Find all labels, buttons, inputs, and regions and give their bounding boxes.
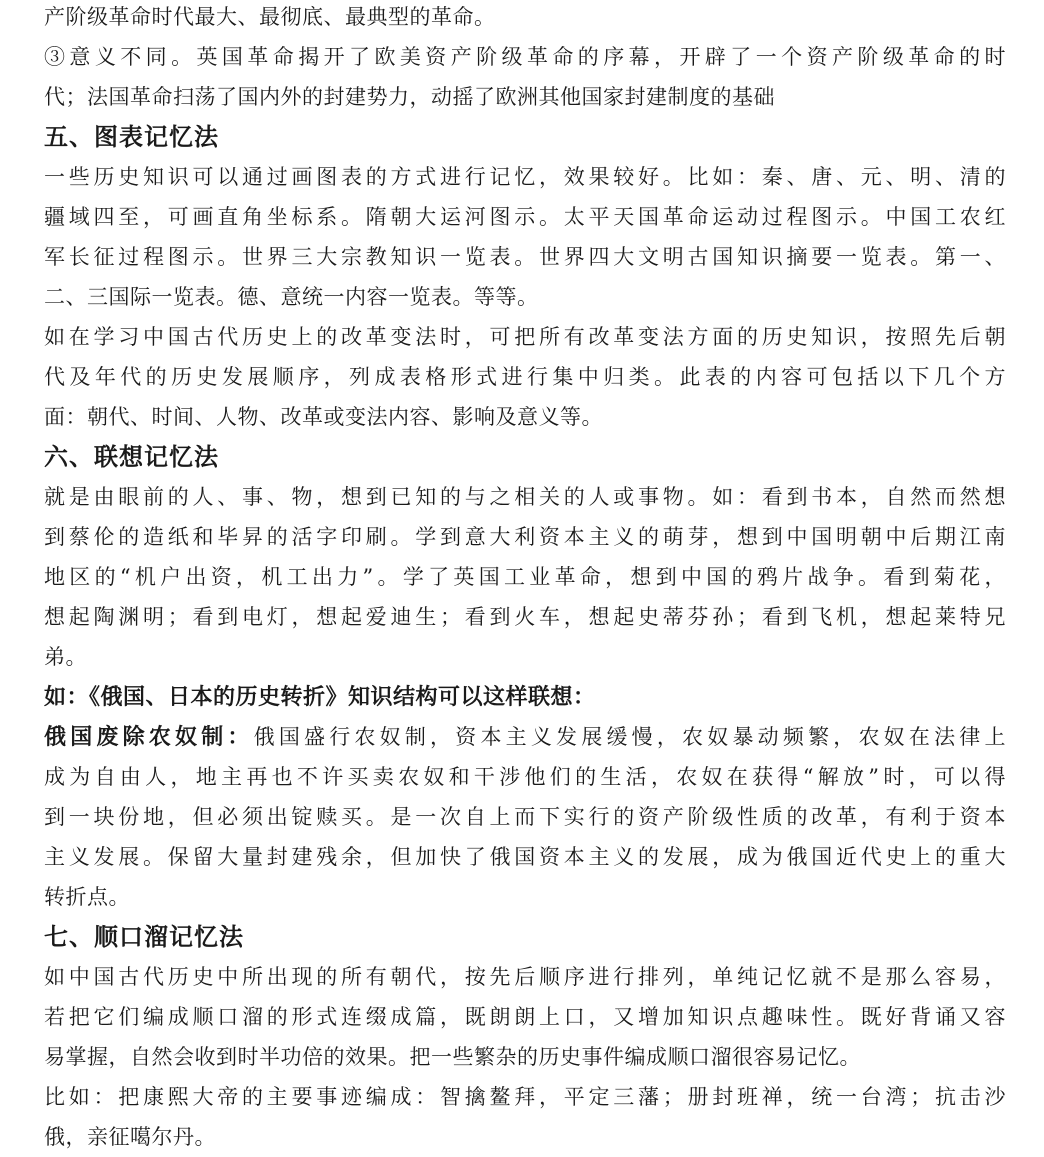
text-line: 疆域四至，可画直角坐标系。隋朝大运河图示。太平天国革命运动过程图示。中国工农红	[44, 205, 1006, 229]
text-line: 代；法国革命扫荡了国内外的封建势力，动摇了欧洲其他国家封建制度的基础	[44, 85, 775, 109]
bold-subheading: 如：《俄国、日本的历史转折》知识结构可以这样联想：	[44, 684, 596, 710]
text-line: 就是由眼前的人、事、物，想到已知的与之相关的人或事物。如：看到书本，自然而然想	[44, 485, 1006, 509]
text-line: 主义发展。保留大量封建残余，但加快了俄国资本主义的发展，成为俄国近代史上的重大	[44, 845, 1006, 869]
text-line: 若把它们编成顺口溜的形式连缀成篇，既朗朗上口，又增加知识点趣味性。既好背诵又容	[44, 1005, 1006, 1029]
text-line: 成为自由人，地主再也不许买卖农奴和干涉他们的生活，农奴在获得“解放”时，可以得	[44, 765, 1006, 789]
text-line: 到蔡伦的造纸和毕昇的活字印刷。学到意大利资本主义的萌芽，想到中国明朝中后期江南	[44, 525, 1006, 549]
text-line: 一些历史知识可以通过画图表的方式进行记忆，效果较好。比如：秦、唐、元、明、清的	[44, 165, 1006, 189]
document-body	[44, 0, 1006, 1157]
section-heading: 七、顺口溜记忆法	[44, 922, 244, 951]
text-line: 比如：把康熙大帝的主要事迹编成：智擒鳌拜，平定三藩；册封班禅，统一台湾；抗击沙	[44, 1085, 1006, 1109]
text-line: 想起陶渊明；看到电灯，想起爱迪生；看到火车，想起史蒂芬孙；看到飞机，想起莱特兄	[44, 605, 1006, 629]
text-line: 如在学习中国古代历史上的改革变法时，可把所有改革变法方面的历史知识，按照先后朝	[44, 325, 1006, 349]
text-line: 产阶级革命时代最大、最彻底、最典型的革命。	[44, 5, 496, 29]
text-line: 易掌握，自然会收到时半功倍的效果。把一些繁杂的历史事件编成顺口溜很容易记忆。	[44, 1045, 861, 1069]
text-line: ③意义不同。英国革命揭开了欧美资产阶级革命的序幕，开辟了一个资产阶级革命的时	[44, 45, 1006, 69]
lead-term: 俄国废除农奴制：	[44, 724, 254, 750]
section-heading: 六、联想记忆法	[44, 442, 219, 471]
text-line: 转折点。	[44, 885, 130, 909]
section-heading: 五、图表记忆法	[44, 122, 219, 151]
text-line: 二、三国际一览表。德、意统一内容一览表。等等。	[44, 285, 539, 309]
text-line: 军长征过程图示。世界三大宗教知识一览表。世界四大文明古国知识摘要一览表。第一、	[44, 245, 1006, 269]
text-line: 代及年代的历史发展顺序，列成表格形式进行集中归类。此表的内容可包括以下几个方	[44, 365, 1006, 389]
text-line-content: 俄国盛行农奴制，资本主义发展缓慢，农奴暴动频繁，农奴在法律上	[253, 725, 1006, 749]
text-line: 如中国古代历史中所出现的所有朝代，按先后顺序进行排列，单纯记忆就不是那么容易，	[44, 965, 1006, 989]
text-line: 弟。	[44, 645, 87, 669]
text-line: 面：朝代、时间、人物、改革或变法内容、影响及意义等。	[44, 405, 603, 429]
text-line: 地区的“机户出资，机工出力”。学了英国工业革命，想到中国的鸦片战争。看到菊花，	[44, 565, 1006, 589]
text-line-with-lead	[44, 717, 1006, 757]
document-page	[44, 0, 1006, 1157]
text-line: 到一块份地，但必须出锭赎买。是一次自上而下实行的资产阶级性质的改革，有利于资本	[44, 805, 1006, 829]
text-line: 俄，亲征噶尔丹。	[44, 1125, 216, 1149]
